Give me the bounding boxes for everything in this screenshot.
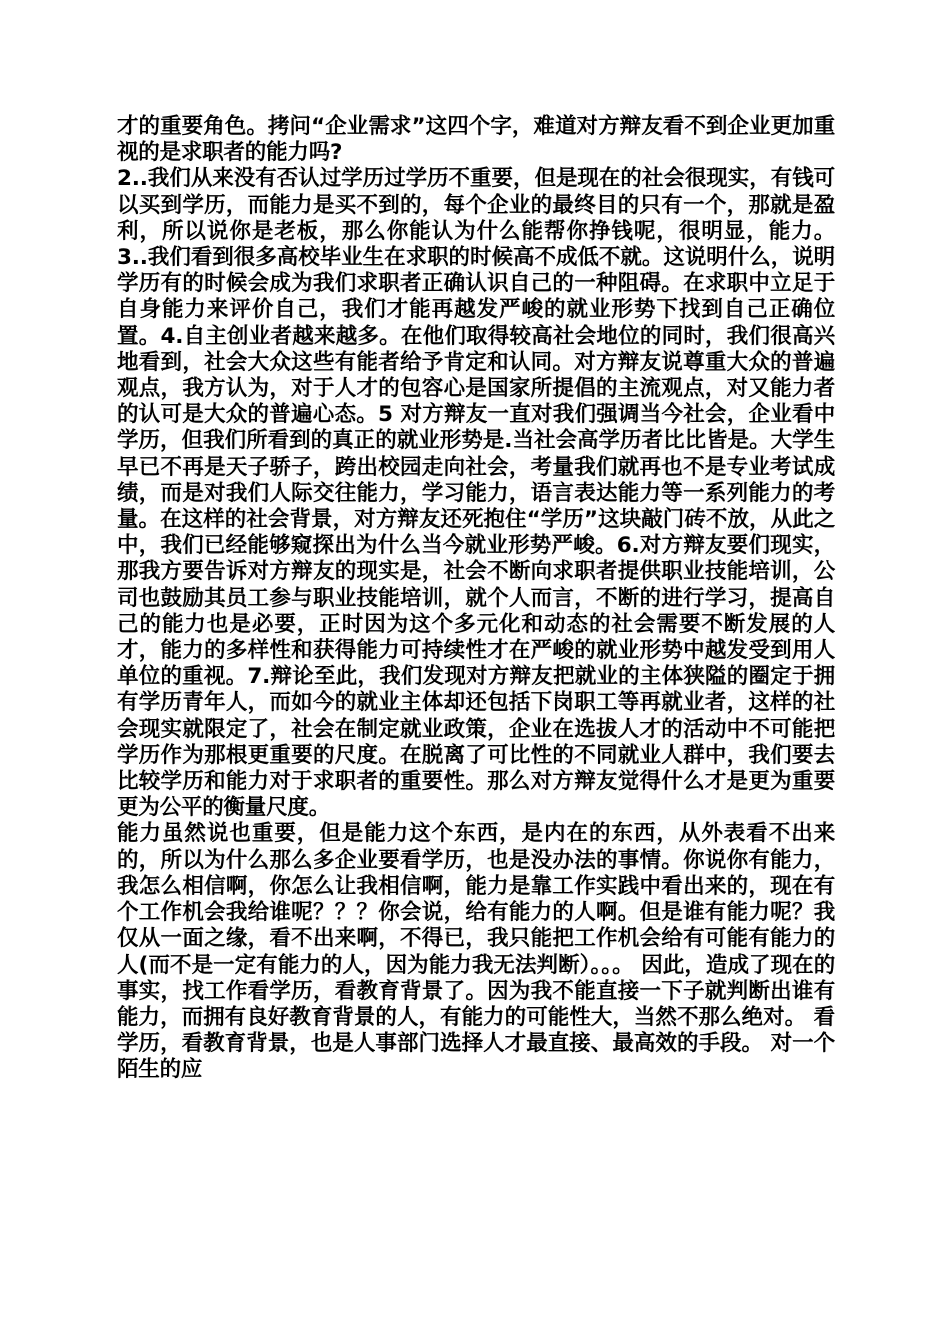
- paragraph-3: 能力虽然说也重要，但是能力这个东西，是内在的东西，从外表看不出来的，所以为什么那么多企业要看学历，也是没办法的事情。你说你有能力，我怎么相信啊，你怎么让我相信啊，能力是靠工作实践中看出来的，现在有个工作机会我给谁呢？？？你会说，给有能力的人啊。但是谁有能力呢？我仅从一面之缘，看不出来啊，不得已，我只能把工作机会给有可能有能力的人(而不是一定有能力的人，因为能力我无法判断）。。。 因此，造成了现在的事实，找工作看学历，看教育背景了。因为我不能直接一下子就判断出谁有能力，而拥有良好教育背景的人，有能力的可能性大，当然不那么绝对。 看学历，看教育背景，也是人事部门选择人才最直接、最高效的手段。 对一个陌生的应: [117, 821, 835, 1083]
- body-text: [117, 114, 835, 1084]
- paragraph-1: 才的重要角色。拷问“企业需求”这四个字，难道对方辩友看不到企业更加重视的是求职者的能力吗?: [117, 114, 835, 166]
- paragraph-2: 2..我们从来没有否认过学历过学历不重要，但是现在的社会很现实，有钱可以买到学历，而能力是买不到的，每个企业的最终目的只有一个，那就是盈利，所以说你是老板，那么你能认为什么能帮你挣钱呢，很明显，能力。 3..我们看到很多高校毕业生在求职的时候高不成低不就。这说明什么，说明学历有的时候会成为我们求职者正确认识自己的一种阻碍。在求职中立足于自身能力来评价自己，我们才能再越发严峻的就业形势下找到自己正确位置。4.自主创业者越来越多。在他们取得较高社会地位的同时，我们很高兴地看到，社会大众这些有能者给予肯定和认同。对方辩友说尊重大众的普遍观点，我方认为，对于人才的包容心是国家所提倡的主流观点，对又能力者的认可是大众的普遍心态。5 对方辩友一直对我们强调当今社会，企业看中学历，但我们所看到的真正的就业形势是.当社会高学历者比比皆是。大学生早已不再是天子骄子，跨出校园走向社会，考量我们就再也不是专业考试成绩，而是对我们人际交往能力，学习能力，语言表达能力等一系列能力的考量。在这样的社会背景，对方辩友还死抱住“学历”这块敲门砖不放，从此之中，我们已经能够窥探出为什么当今就业形势严峻。6.对方辩友要们现实，那我方要告诉对方辩友的现实是，社会不断向求职者提供职业技能培训，公司也鼓励其员工参与职业技能培训，就个人而言，不断的进行学习，提高自己的能力也是必要，正时因为这个多元化和动态的社会需要不断发展的人才，能力的多样性和获得能力可持续性才在严峻的就业形势中越发受到用人单位的重视。7.辩论至此，我们发现对方辩友把就业的主体狭隘的圈定于拥有学历青年人，而如今的就业主体却还包括下岗职工等再就业者，这样的社会现实就限定了，社会在制定就业政策，企业在选拔人才的活动中不可能把学历作为那根更重要的尺度。在脱离了可比性的不同就业人群中，我们要去比较学历和能力对于求职者的重要性。那么对方辩友觉得什么才是更为重要更为公平的衡量尺度。: [117, 166, 835, 821]
